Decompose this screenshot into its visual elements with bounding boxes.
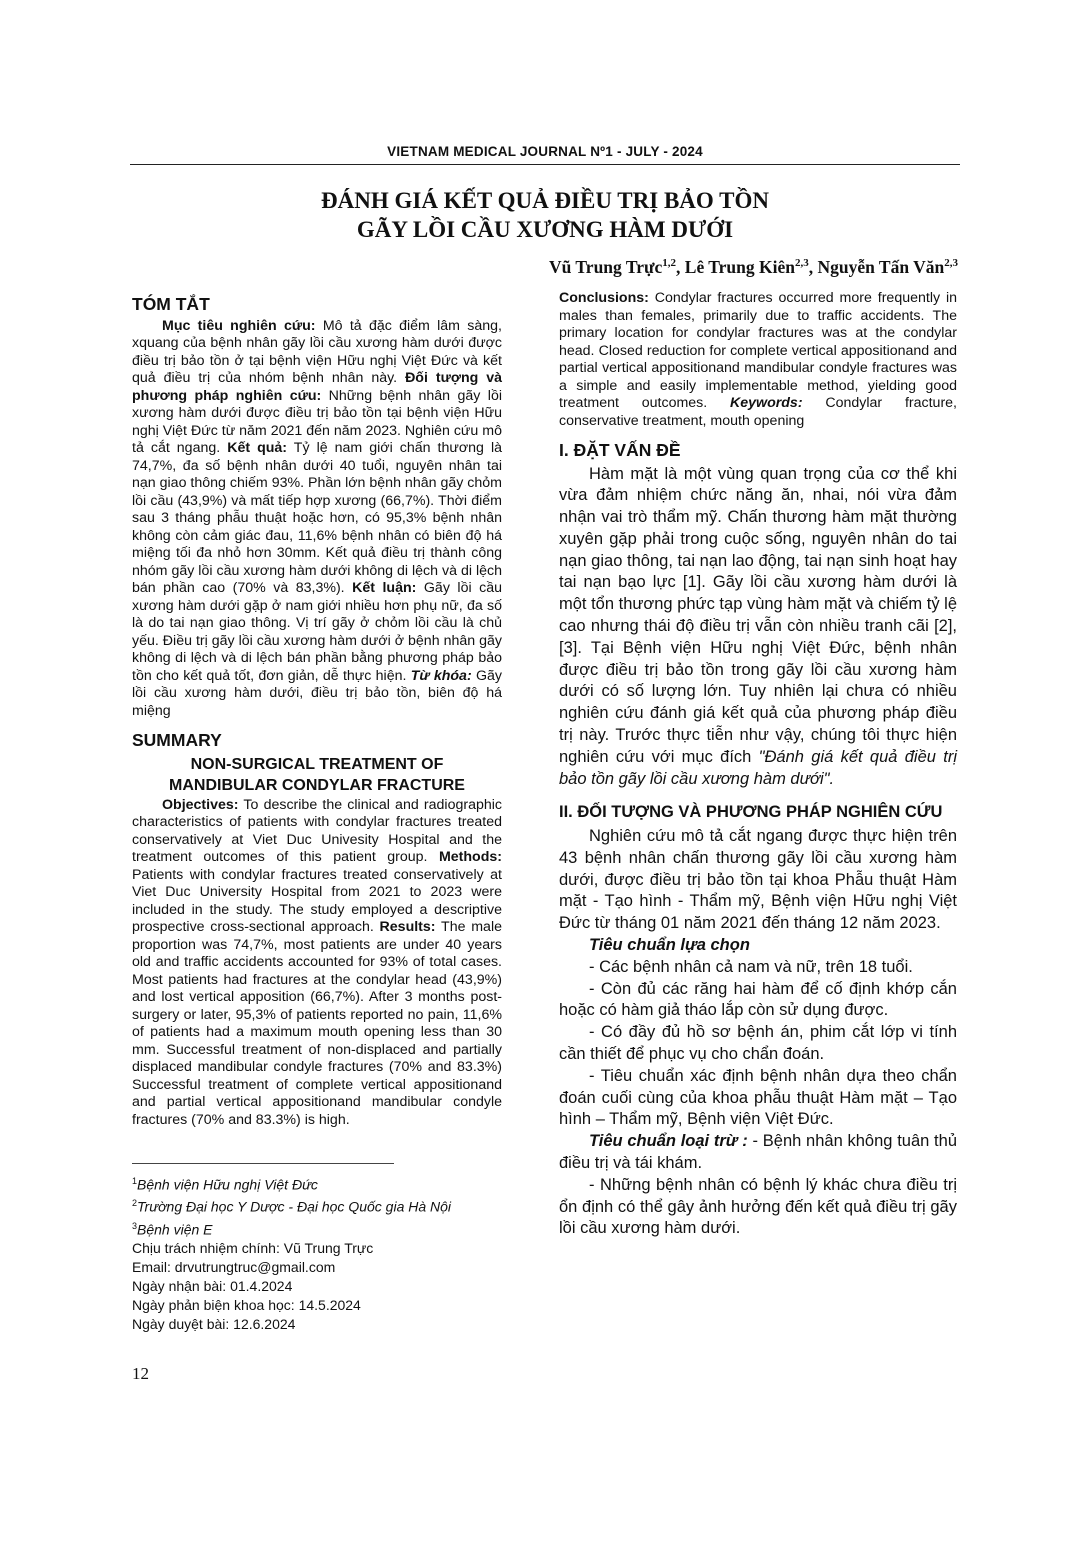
summary-continuation (559, 290, 957, 430)
exclusion-item-1: - Bệnh nhân không tuân thủ điều trị và tái khám. (559, 1132, 957, 1172)
summary-text: Condylar fractures occurred more frequently in males than females, primarily due to traffic accidents. The primary location for condylar fractures was at the condylar head. Closed reduction for complete vertical appositionand and partial vertical appositionand mandibular condyle fractures was a simple and easily implementable method, yielding good treatment outcomes. (559, 290, 957, 411)
label-objective: Mục tiêu nghiên cứu: (162, 317, 316, 334)
affiliation-text: Bệnh viện Hữu nghị Việt Đức (137, 1176, 318, 1193)
exclusion-label-text: Tiêu chuẩn loại trừ : (589, 1132, 748, 1151)
author-name: Nguyễn Tấn Văn (817, 257, 945, 277)
footnote-email: Email: drvutrungtruc@gmail.com (132, 1259, 336, 1276)
journal-header: VIETNAM MEDICAL JOURNAL Nº1 - JULY - 2024 (130, 144, 960, 165)
inclusion-item-3: - Có đầy đủ hồ sơ bệnh án, phim cắt lớp vi tính cần thiết để phục vụ cho chẩn đoán. (559, 1023, 957, 1063)
footnote-responsible: Chịu trách nhiệm chính: Vũ Trung Trực (132, 1240, 374, 1257)
affiliation-text: Bệnh viện E (137, 1221, 213, 1238)
exclusion-item-2: - Những bệnh nhân có bệnh lý khác chưa điều trị ổn định có thể gây ảnh hưởng đến kết quả điều trị gãy lồi cầu xương hàm dưới. (559, 1175, 957, 1238)
section-1-quote: "Đánh giá kết quả điều trị bảo tồn gãy lồi cầu xương hàm dưới". (559, 747, 957, 788)
label-results: Kết quả: (227, 440, 288, 456)
author-separator: , (676, 257, 685, 277)
footnote-affiliation-2: $^2$Trường Đại học Y Dược - Đại học Quốc gia Hà Nội (132, 1198, 452, 1216)
summary-abstract (132, 797, 502, 1130)
inclusion-item-4: - Tiêu chuẩn xác định bệnh nhân dựa theo chẩn đoán cuối cùng của khoa phẫu thuật Hàm mặt – Tạo hình – Thẩm mỹ, Bệnh viện Việt Đức. (559, 1066, 957, 1129)
label-conclusion: Kết luận: (352, 580, 417, 596)
label-methods-en: Methods: (438, 849, 502, 865)
footnote-reviewed: Ngày phản biện khoa học: 14.5.2024 (132, 1296, 361, 1313)
title-line-2: GÃY LỒI CẦU XƯƠNG HÀM DƯỚI (356, 217, 734, 242)
abstract-text: Gãy lồi cầu xương hàm dưới gặp ở nam giới nhiều hơn phụ nữ, đa số là do tai nạn giao thông. Vị trí gãy ở chỏm lồi cầu là chủ yếu. Điều trị gãy lồi cầu xương hàm dưới ở bệnh nhân gãy không di lệch và di lệch bán phần bằng phương pháp bảo tồn cho kết quả tốt, đơn giản, dễ thực hiện. (132, 580, 502, 684)
author-affiliation: 1,2 (662, 257, 677, 270)
author-list (549, 257, 958, 278)
summary-title-line-1: NON-SURGICAL TREATMENT OF (190, 755, 444, 773)
label-keywords: Từ khóa: (410, 667, 472, 684)
label-methods: Đối tượng và phương pháp nghiên cứu: (132, 370, 502, 404)
label-objectives-en: Objectives: (162, 796, 239, 813)
abstract-text: Tỷ lệ nam giới chấn thương là 74,7%, đa số bệnh nhân dưới 40 tuổi, nguyên nhân tai nạn giao thông chiếm 93%. Phần lớn bệnh nhân gãy chỏm lồi cầu (43,9%) và mất tiếp hợp xương (66,7%). Thời điểm sau 3 tháng phẫu thuật hoặc hơn, có 95,3% bệnh nhân không còn cảm giác đau, 11,6% bệnh nhân có biên độ há miệng tối đa nhỏ hơn 30mm. Kết quả điều trị thành công nhóm gãy lồi cầu xương hàm dưới không di lệch và di lệch bán phần cao (70% và 83,3%). (132, 440, 502, 596)
page-number: 12 (132, 1364, 149, 1383)
inclusion-criteria-label (559, 935, 957, 957)
summary-text: To describe the clinical and radiographic characteristics of patients with condylar fractures treated conservatively at Viet Duc Univesity Hospital and the treatment outcomes of this patient group. (132, 796, 502, 865)
title-line-1: ĐÁNH GIÁ KẾT QUẢ ĐIỀU TRỊ BẢO TỒN (321, 188, 769, 213)
label-results-en: Results: (379, 919, 436, 935)
label-keywords-en: Keywords: (730, 395, 803, 411)
summary-text: The male proportion was 74,7%, most patients are under 40 years old and traffic accidents accounted for 93% of total cases. Most patients had fractures at the condylar head (43,9%) and lost vertical apposition (66,7%). After 3 months post-surgery or later, 95,3% of patients reported no pain, 11,6% of patients had a maximum mouth opening less than 30 mm. Successful treatment of non-displaced and partially displaced mandibular condyle fractures (70% and 83.3%) Successful treatment of complete vertical appositionand and partial vertical appositionand mandibular condyle fractures (70% and 83.3%) is high. (132, 919, 502, 1128)
tomtat-heading: TÓM TẮT (132, 294, 210, 314)
author-affiliation: 2,3 (944, 257, 958, 270)
summary-text: Patients with condylar fractures treated conservatively at Viet Duc University Hospital from 2021 to 2023 were included in the study. The study employed a descriptive prospective cross-sectional approach. (132, 866, 502, 935)
label-conclusions-en: Conclusions: (559, 290, 649, 306)
abstract-text: Những bệnh nhân gãy lồi xương hàm dưới được điều trị bảo tồn tại bệnh viện Hữu nghị Việt Đức từ năm 2021 đến năm 2023. Nghiên cứu mô tả cắt ngang. (132, 387, 502, 456)
summary-text: Condylar fracture, conservative treatment, mouth opening (559, 395, 957, 429)
section-1-paragraph (559, 464, 957, 791)
section-1-text: Hàm mặt là một vùng quan trọng của cơ thể khi vừa đảm nhiệm chức năng ăn, nhai, nói vừa đảm nhận vai trò thẩm mỹ. Chấn thương hàm mặt thường xuyên gặp phải trong cuộc sống, nguyên nhân do tai nạn giao thông, tai nạn lao động, tai nạn sinh hoạt hay tai nạn bạo lực [1]. Gãy lồi cầu xương hàm dưới là một tổn thương phức tạp vùng hàm mặt và chiếm tỷ lệ cao nhưng thái độ điều trị vẫn còn nhiều tranh cãi [2],[3]. Tại Bệnh viện Hữu nghị Việt Đức, bệnh nhân được điều trị bảo tồn trong gãy lồi cầu xương hàm dưới có số lượng lớn. Tuy nhiên lại chưa có nhiều nghiên cứu đánh giá kết quả của phương pháp điều trị này. Trước thực tiễn như vậy, chúng tôi thực hiện nghiên cứu với mục đích (559, 464, 957, 766)
footnote-affiliation-1: $^1$Bệnh viện Hữu nghị Việt Đức (132, 1176, 318, 1193)
tomtat-abstract (132, 318, 502, 721)
footnote-divider (132, 1163, 394, 1164)
author-name: Vũ Trung Trực (549, 257, 663, 277)
right-column (559, 290, 957, 1240)
footnote-received: Ngày nhận bài: 01.4.2024 (132, 1277, 293, 1294)
footnote-accepted: Ngày duyệt bài: 12.6.2024 (132, 1315, 296, 1332)
author-separator: , (808, 257, 818, 277)
section-2-intro: Nghiên cứu mô tả cắt ngang được thực hiện trên 43 bệnh nhân chấn thương gãy lồi cầu xương hàm dưới, được điều trị bảo tồn tại khoa Phẫu thuật Hàm mặt - Tạo hình - Thẩm mỹ, Bệnh viện Hữu nghị Việt Đức từ tháng 01 năm 2021 đến tháng 12 năm 2023. (559, 826, 957, 933)
author-name: Lê Trung Kiên (684, 257, 795, 277)
exclusion-criteria (559, 1131, 957, 1175)
left-column (132, 290, 502, 1333)
summary-title-line-2: MANDIBULAR CONDYLAR FRACTURE (169, 776, 465, 794)
abstract-text: Gãy lồi cầu xương hàm dưới, điều trị bảo tồn, biên độ há miệng (132, 667, 502, 719)
inclusion-label-text: Tiêu chuẩn lựa chọn (589, 935, 750, 954)
author-affiliation: 2,3 (794, 257, 809, 270)
section-1-heading: I. ĐẶT VẤN ĐỀ (559, 440, 681, 460)
inclusion-item-1: - Các bệnh nhân cả nam và nữ, trên 18 tuổi. (589, 957, 913, 976)
summary-title (132, 754, 502, 796)
section-2-heading: II. ĐỐI TƯỢNG VÀ PHƯƠNG PHÁP NGHIÊN CỨU (559, 803, 943, 822)
article-title (130, 186, 960, 244)
summary-heading: SUMMARY (132, 730, 222, 750)
footnote-affiliation-3: $^3$Bệnh viện E (132, 1220, 213, 1238)
inclusion-item-2: - Còn đủ các răng hai hàm để cố định khớp cắn hoặc có hàm giả tháo lắp còn sử dụng được. (559, 979, 957, 1020)
abstract-text: Mô tả đặc điểm lâm sàng, xquang của bệnh nhân gãy lồi cầu xương hàm dưới được điều trị bảo tồn ở tại bệnh viện Hữu nghị Việt Đức và kết quả điều trị của nhóm bệnh nhân này. (132, 317, 502, 386)
affiliation-text: Trường Đại học Y Dược - Đại học Quốc gia Hà Nội (137, 1199, 452, 1216)
